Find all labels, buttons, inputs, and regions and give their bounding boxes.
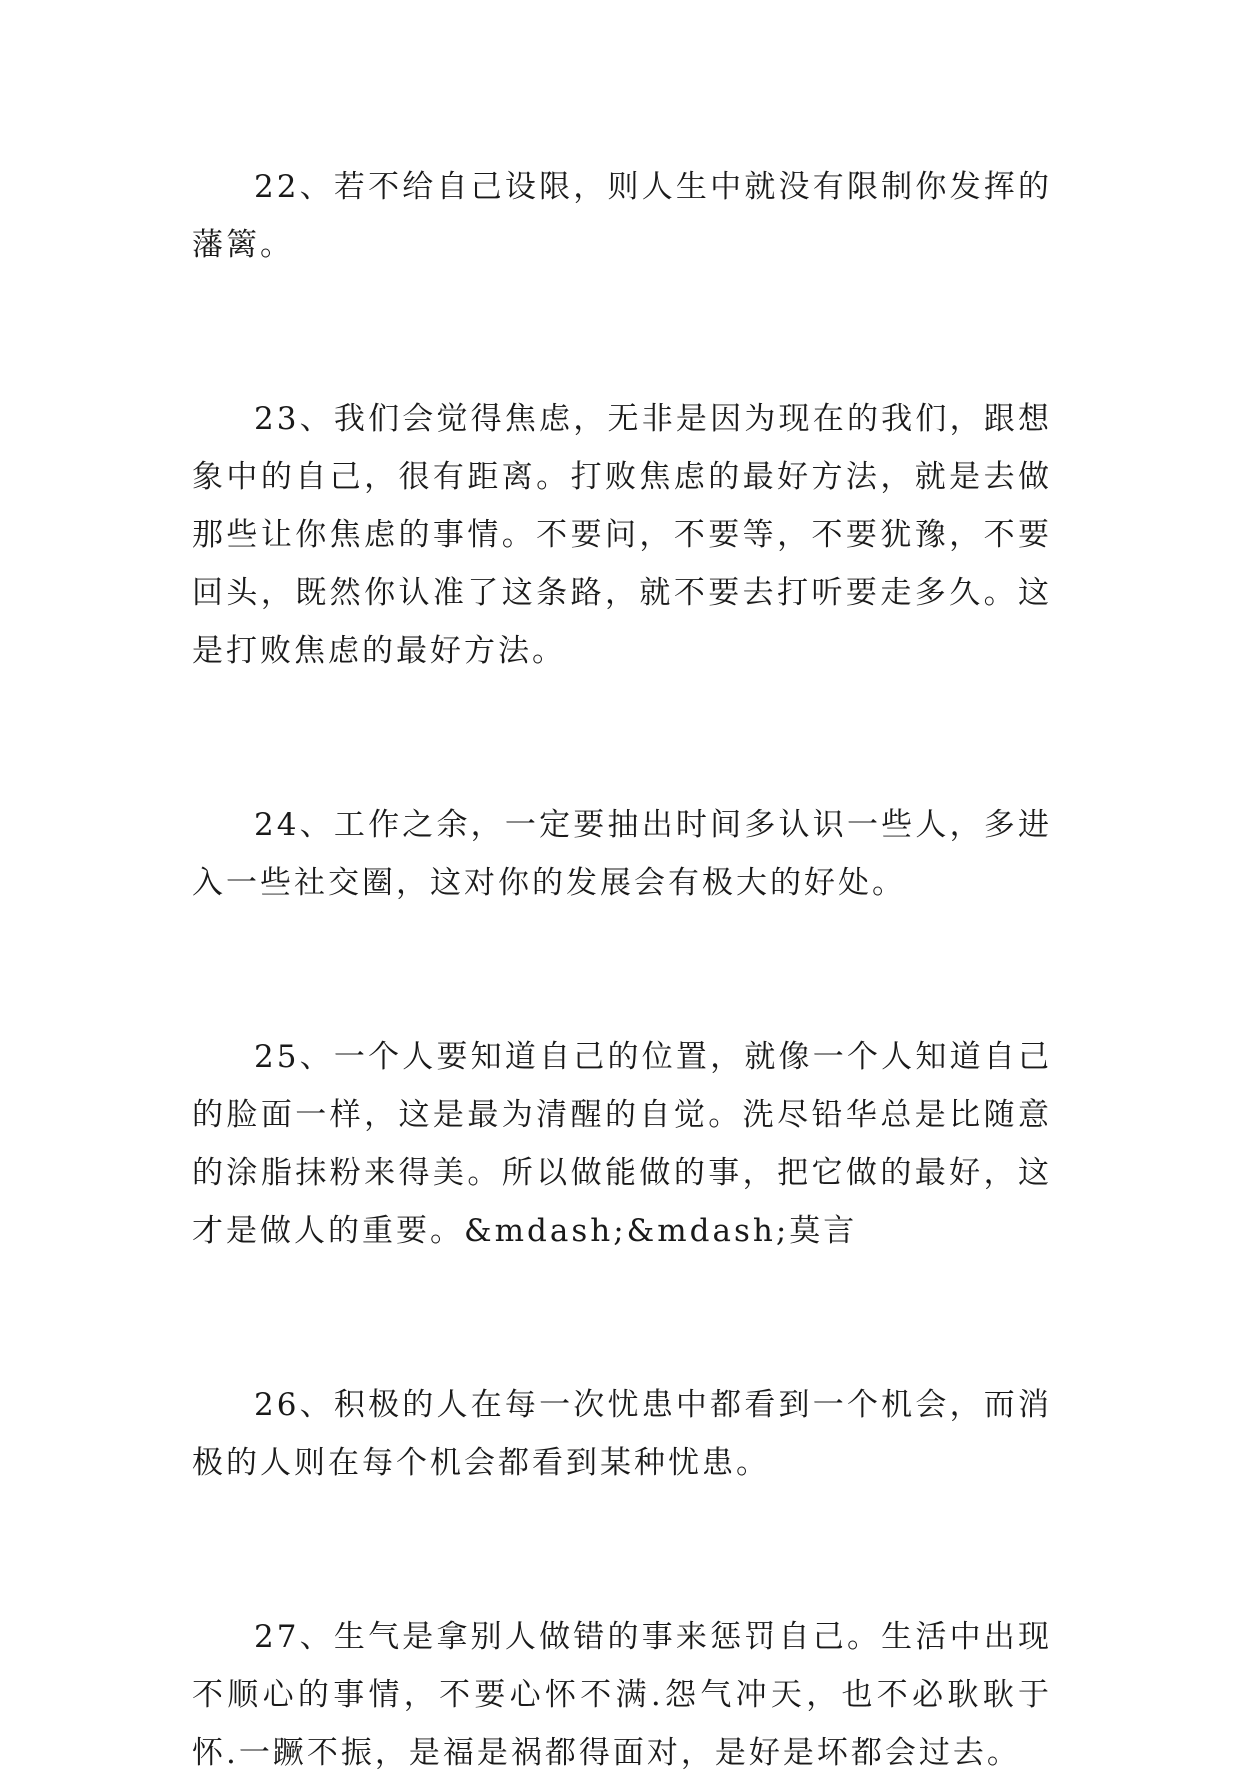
document-body xyxy=(192,158,1052,1782)
paragraph-22: 22、若不给自己设限，则人生中就没有限制你发挥的藩篱。 xyxy=(192,169,1052,263)
paragraph-27: 27、生气是拿别人做错的事来惩罚自己。生活中出现不顺心的事情，不要心怀不满.怨气冲天，也不必耿耿于怀.一蹶不振，是福是祸都得面对，是好是坏都会过去。 xyxy=(192,1619,1052,1771)
paragraph-24: 24、工作之余，一定要抽出时间多认识一些人，多进入一些社交圈，这对你的发展会有极大的好处。 xyxy=(192,807,1052,901)
paragraph-23: 23、我们会觉得焦虑，无非是因为现在的我们，跟想象中的自己，很有距离。打败焦虑的最好方法，就是去做那些让你焦虑的事情。不要问，不要等，不要犹豫，不要回头，既然你认准了这条路，就不要去打听要走多久。这是打败焦虑的最好方法。 xyxy=(192,401,1052,669)
paragraph-26: 26、积极的人在每一次忧患中都看到一个机会，而消极的人则在每个机会都看到某种忧患。 xyxy=(192,1387,1052,1481)
paragraph-25: 25、一个人要知道自己的位置，就像一个人知道自己的脸面一样，这是最为清醒的自觉。洗尽铅华总是比随意的涂脂抹粉来得美。所以做能做的事，把它做的最好，这才是做人的重要。&mdash;&mdash;莫言 xyxy=(192,1039,1052,1249)
